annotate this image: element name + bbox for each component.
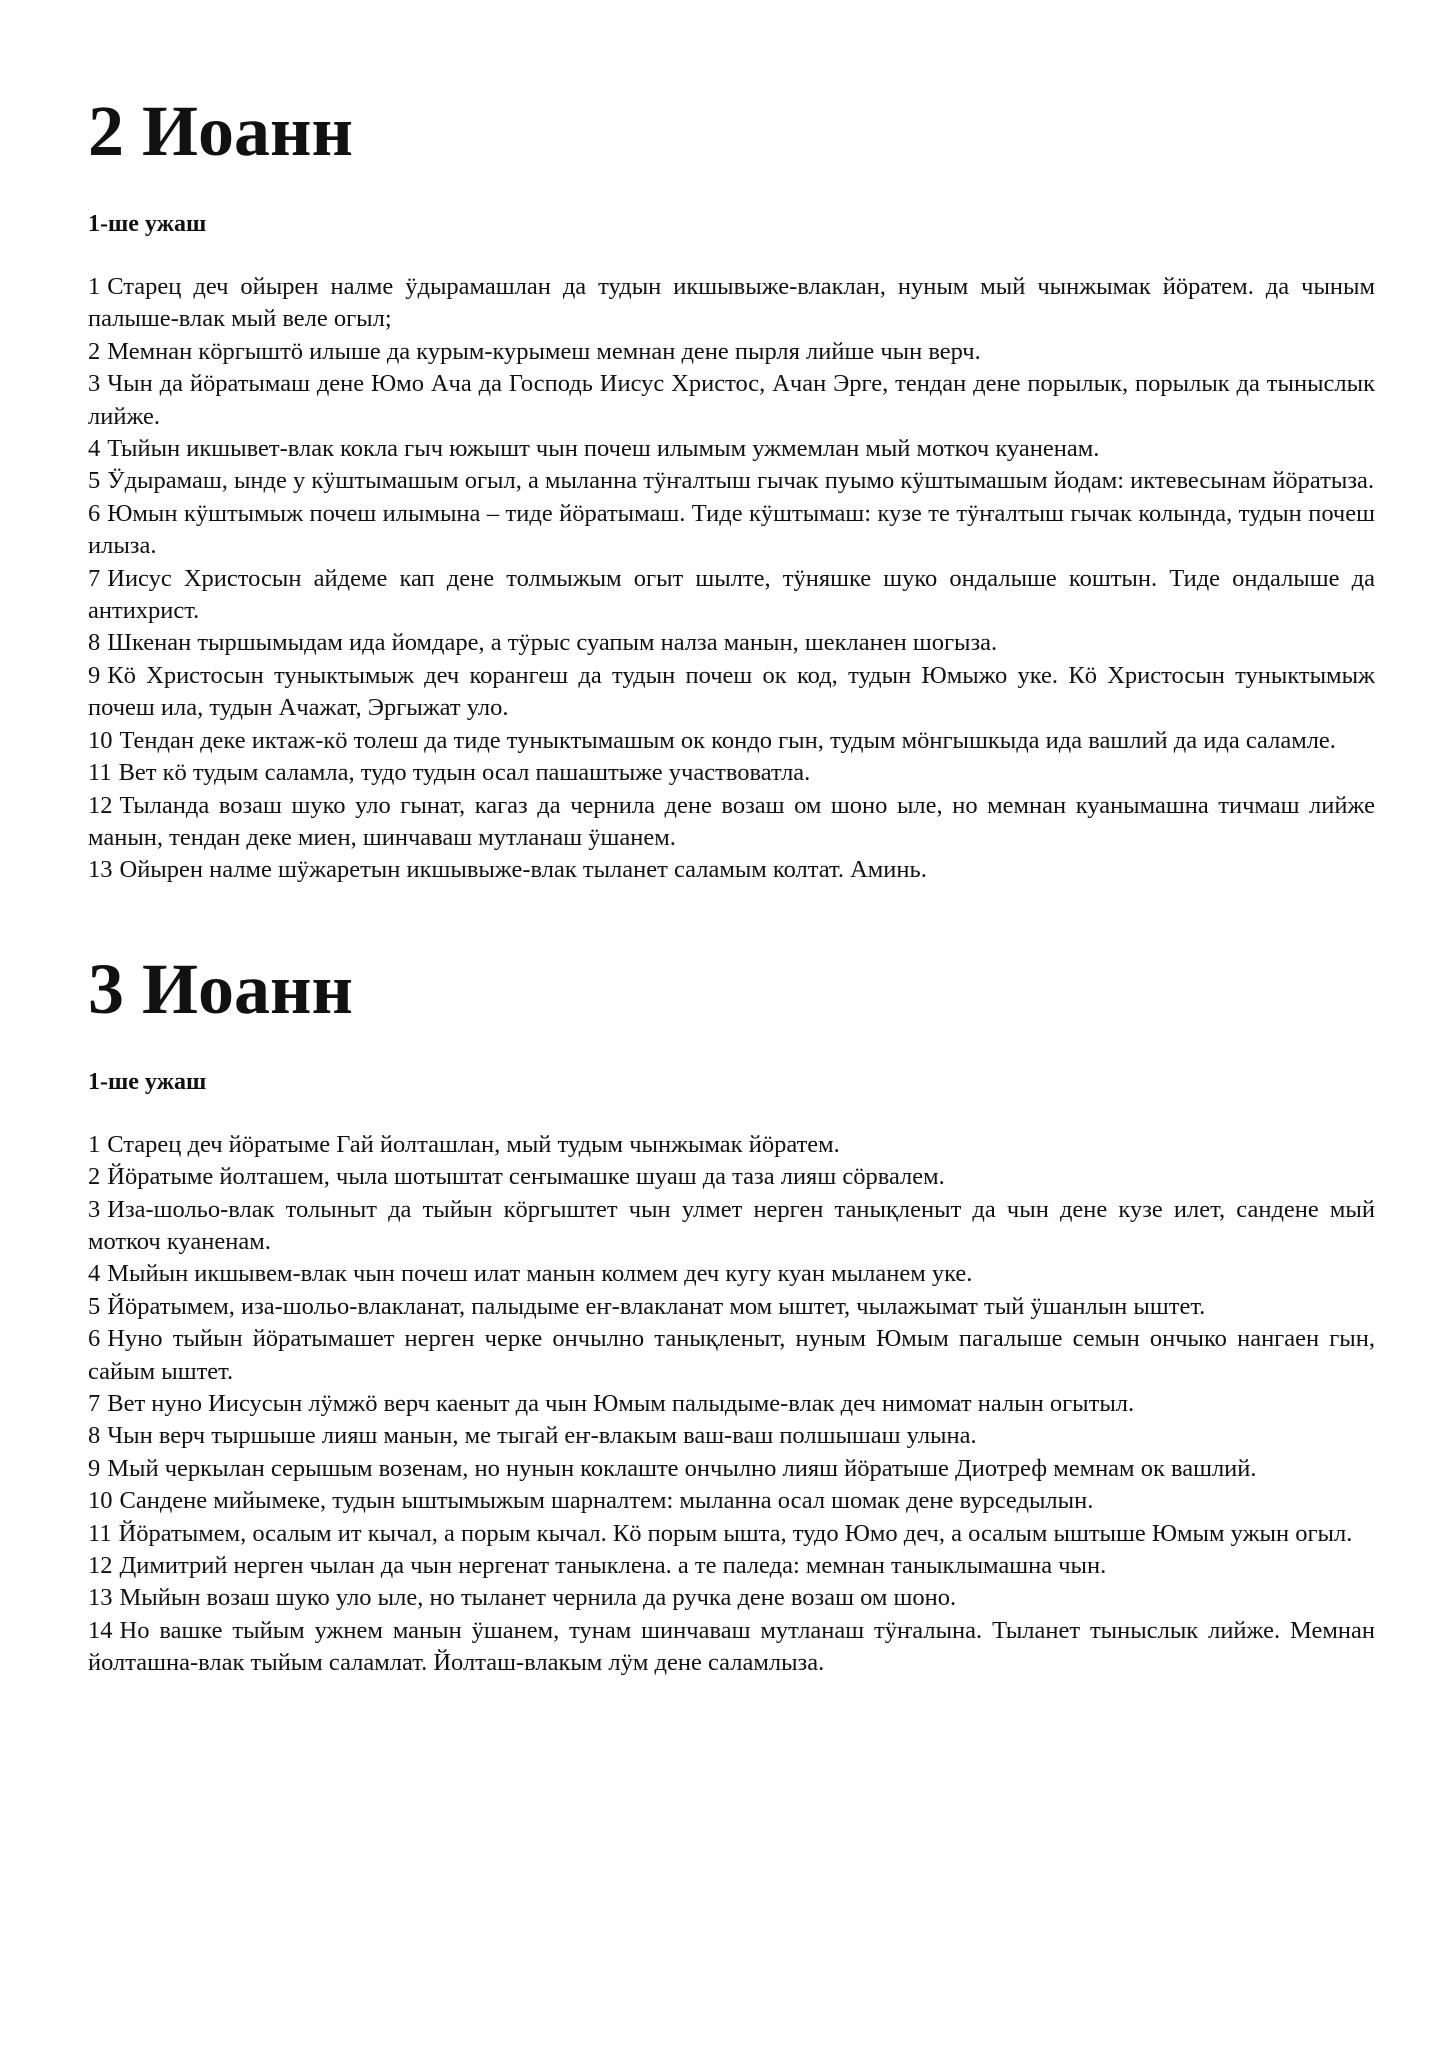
verse-number: 7 bbox=[88, 1389, 101, 1417]
verse-list bbox=[88, 1129, 1375, 1680]
verse-text: Старец деч йӧратыме Гай йолташлан, мый тудым чынжымак йӧратем. bbox=[107, 1130, 840, 1158]
verse-number: 14 bbox=[88, 1616, 113, 1644]
verse bbox=[88, 757, 1375, 789]
verse-number: 2 bbox=[88, 1163, 101, 1191]
verse-number: 4 bbox=[88, 435, 101, 463]
verse-number: 1 bbox=[88, 1130, 101, 1158]
verse-number: 2 bbox=[88, 337, 101, 365]
verse bbox=[88, 1582, 1375, 1614]
verse-text: Сандене мийымеке, тудын ыштымыжым шарналтем: мыланна осал шомак дене вурседылын. bbox=[119, 1487, 1094, 1515]
verse-text: Чын да йӧратымаш дене Юмо Ача да Господь Иисус Христос, Ачан Эрге, тендан дене порылык, порылык да тыныслык лийже. bbox=[88, 370, 1375, 430]
verse-text: Но вашке тыйым ужнем манын ӱшанем, тунам шинчаваш мутланаш тӱҥалына. Тыланет тыныслык лийже. Мемнан йолташна-влак тыйым саламлат. Йолташ-влакым лӱм дене саламлыза. bbox=[88, 1616, 1375, 1677]
chapter-heading: 1-ше ужаш bbox=[88, 1068, 207, 1095]
verse bbox=[88, 433, 1375, 465]
book-section-3-john bbox=[88, 948, 1375, 1680]
verse bbox=[88, 1485, 1375, 1517]
verse-number: 13 bbox=[88, 856, 113, 884]
verse-text: Шкенан тыршымыдам ида йомдаре, а тӱрыс суапым налза манын, шекланен шогыза. bbox=[107, 629, 998, 657]
verse-text: Чын верч тыршыше лияш манын, ме тыгай еҥ-влакым ваш-ваш полшышаш улына. bbox=[107, 1422, 977, 1450]
verse-text: Иза-шольо-влак толыныт да тыйын кӧргыштет чын улмет нерген танықленыт да чын дене кузе илет, сандене мый моткоч куаненам. bbox=[88, 1195, 1375, 1255]
verse-number: 13 bbox=[88, 1584, 113, 1612]
verse bbox=[88, 790, 1375, 855]
verse bbox=[88, 1258, 1375, 1290]
verse-number: 5 bbox=[88, 467, 101, 495]
verse-text: Мый черкылан серышым возенам, но нунын коклаште ончылно лияш йӧратыше Диотреф мемнам ок вашлий. bbox=[107, 1454, 1257, 1482]
verse-number: 10 bbox=[88, 1487, 113, 1515]
verse-number: 11 bbox=[88, 1519, 112, 1547]
verse-number: 4 bbox=[88, 1260, 101, 1288]
verse-number: 3 bbox=[88, 370, 101, 398]
verse-number: 12 bbox=[88, 1552, 113, 1579]
verse-text: Вет нуно Иисусын лӱмжӧ верч каеныт да чын Юмым палыдыме-влак деч нимомат налын огытыл. bbox=[107, 1389, 1135, 1417]
verse-number: 12 bbox=[88, 791, 113, 819]
verse-text: Йӧратымем, осалым ит кычал, а порым кычал. Кӧ порым ышта, тудо Юмо деч, а осалым ыштыше Юмым ужын огыл. bbox=[118, 1519, 1353, 1547]
verse-text: Вет кӧ тудым саламла, тудо тудын осал пашаштыже участвоватла. bbox=[118, 759, 811, 787]
verse bbox=[88, 1615, 1375, 1680]
verse bbox=[88, 854, 1375, 886]
verse-text: Мемнан кӧргыштӧ илыше да курым-курымеш мемнан дене пырля лийше чын верч. bbox=[107, 337, 981, 365]
verse-text: Нуно тыйын йӧратымашет нерген черке ончылно танықленыт, нуным Юмым пагалыше семын ончыко нангаен гын, сайым ыштет. bbox=[88, 1325, 1375, 1385]
verse bbox=[88, 1550, 1375, 1582]
verse-number: 1 bbox=[88, 273, 101, 300]
verse-number: 8 bbox=[88, 1422, 101, 1450]
verse-text: Тендан деке иктаж-кӧ толеш да тиде туныктымашым ок кондо гын, тудым мӧнгышкыда ида вашлий да ида саламле. bbox=[119, 726, 1336, 754]
verse bbox=[88, 1129, 1375, 1161]
book-title: 3 Иоанн bbox=[88, 948, 353, 1029]
verse-text: Ойырен налме шӱжаретын икшывыже-влак тыланет саламым колтат. Аминь. bbox=[119, 856, 927, 884]
verse bbox=[88, 660, 1375, 725]
verse-text: Мыйын икшывем-влак чын почеш илат манын колмем деч кугу куан мыланем уке. bbox=[107, 1260, 973, 1288]
verse bbox=[88, 1323, 1375, 1388]
chapter-heading: 1-ше ужаш bbox=[88, 211, 207, 237]
verse bbox=[88, 271, 1375, 336]
verse-number: 7 bbox=[88, 564, 101, 592]
verse bbox=[88, 1194, 1375, 1259]
verse-number: 8 bbox=[88, 629, 101, 657]
verse bbox=[88, 1291, 1375, 1323]
verse-text: Юмын кӱштымыж почеш илымына – тиде йӧратымаш. Тиде кӱштымаш: кузе те тӱҥалтыш гычак колында, тудын почеш илыза. bbox=[88, 499, 1375, 560]
verse-text: Кӧ Христосын туныктымыж деч корангеш да тудын почеш ок код, тудын Юмыжо уке. Кӧ Христосын туныктымыж почеш ила, тудын Ачажат, Эргыжат уло. bbox=[88, 661, 1375, 722]
verse-text: Иисус Христосын айдеме кап дене толмыжым огыт шылте, тӱняшке шуко ондалыше коштын. Тиде ондалыше да антихрист. bbox=[88, 564, 1375, 625]
verse-number: 6 bbox=[88, 499, 101, 527]
verse-text: Йӧратымем, иза-шольо-влакланат, палыдыме еҥ-влакланат мом ыштет, чылажымат тый ӱшанлын ыштет. bbox=[107, 1292, 1206, 1320]
verse-text: Старец деч ойырен налме ӱдырамашлан да тудын икшывыже-влаклан, нуным мый чынжымак йӧратем. да чыным палыше-влак мый веле огыл; bbox=[88, 273, 1375, 333]
verse bbox=[88, 1518, 1375, 1550]
verse-text: Ӱдырамаш, ынде у кӱштымашым огыл, а мыланна тӱҥалтыш гычак пуымо кӱштымашым йодам: иктевесынам йӧратыза. bbox=[107, 467, 1375, 495]
verse bbox=[88, 336, 1375, 368]
verse bbox=[88, 1453, 1375, 1485]
verse-number: 6 bbox=[88, 1325, 101, 1353]
book-title: 2 Иоанн bbox=[88, 91, 353, 171]
verse-text: Йӧратыме йолташем, чыла шотыштат сеҥымашке шуаш да таза лияш сӧрвалем. bbox=[107, 1163, 945, 1191]
verse bbox=[88, 465, 1375, 497]
verse bbox=[88, 1161, 1375, 1193]
verse-text: Тыланда возаш шуко уло гынат, кагаз да чернила дене возаш ом шоно ыле, но мемнан куанымашна тичмаш лийже манын, тендан деке миен, шинчаваш мутланаш ӱшанем. bbox=[88, 791, 1375, 851]
verse bbox=[88, 725, 1375, 757]
verse-number: 9 bbox=[88, 1454, 101, 1482]
verse-text: Димитрий нерген чылан да чын нергенат таныклена. а те паледа: мемнан таныклымашна чын. bbox=[119, 1552, 1107, 1579]
verse-number: 10 bbox=[88, 726, 113, 754]
verse bbox=[88, 1388, 1375, 1420]
verse-number: 3 bbox=[88, 1195, 101, 1223]
verse-text: Мыйын возаш шуко уло ыле, но тыланет чернила да ручка дене возаш ом шоно. bbox=[119, 1584, 957, 1612]
verse-text: Тыйын икшывет-влак кокла гыч южышт чын почеш илымым ужмемлан мый моткоч куаненам. bbox=[107, 435, 1100, 463]
verse bbox=[88, 563, 1375, 628]
verse-number: 5 bbox=[88, 1292, 101, 1320]
verse bbox=[88, 368, 1375, 433]
verse-number: 9 bbox=[88, 661, 101, 689]
verse-list bbox=[88, 271, 1375, 887]
verse bbox=[88, 498, 1375, 563]
book-section-2-john bbox=[88, 91, 1375, 887]
verse bbox=[88, 1420, 1375, 1452]
verse bbox=[88, 627, 1375, 659]
verse-number: 11 bbox=[88, 759, 112, 787]
